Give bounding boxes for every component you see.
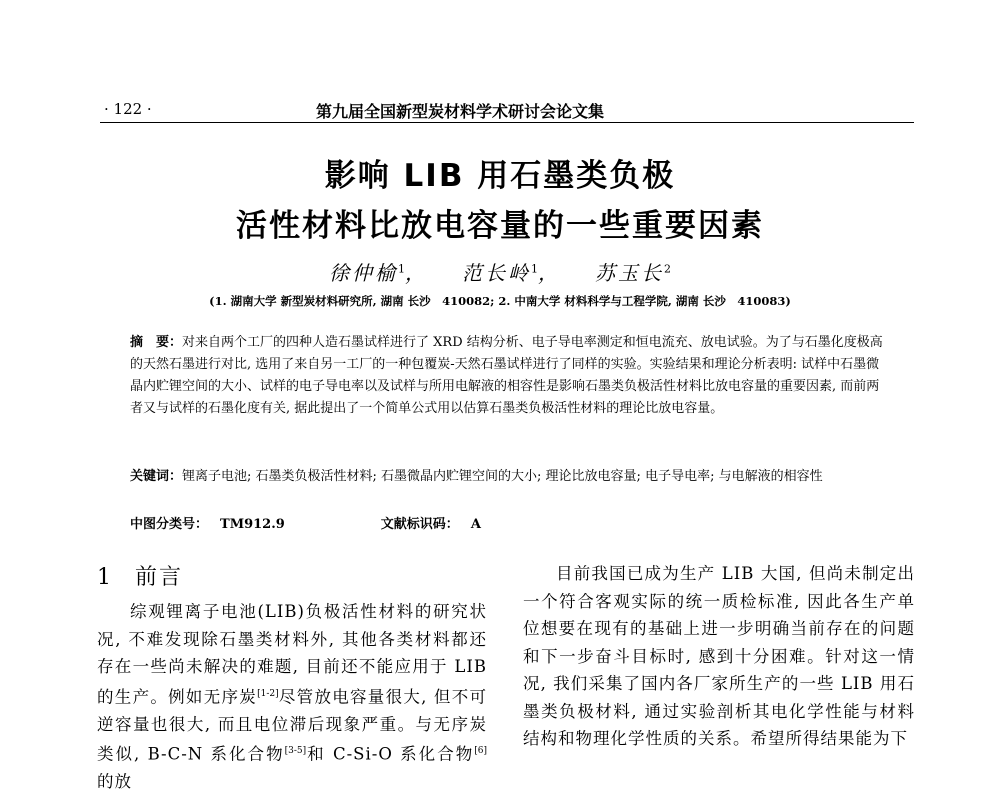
doc-code-value: A	[470, 517, 481, 532]
author-affiliation-mark: 2	[664, 262, 671, 276]
author-separator: ，	[405, 261, 428, 285]
doc-code-label: 文献标识码：	[380, 517, 459, 532]
body-text: 尽管放电容量很大, 但不可逆容量也很大, 而且电位滞后现象严重。与无序炭类似, B-C-N 系化合物	[97, 687, 488, 764]
section-heading	[97, 560, 183, 591]
paper-title-line-1: 影响 LIB 用石墨类负极	[324, 158, 676, 194]
author-name: 苏玉长	[595, 261, 664, 285]
body-text: 的放	[97, 772, 132, 791]
clc-label: 中图分类号：	[130, 517, 209, 532]
abstract-label: 摘 要：	[130, 335, 183, 350]
citation: [3-5]	[284, 746, 307, 756]
page-number: · 122 ·	[104, 100, 152, 118]
body-column-right: 目前我国已成为生产 LIB 大国, 但尚未制定出一个符合客观实际的统一质检标准, 因此各生产单位想要在现有的基础上进一步明确当前存在的问题和下一步奋斗目标时, 感到十分困难。针对这一情况, 我们采集了国内各厂家所生产的一些 LIB 用石墨类负极材料, 通过实验剖析其电化学性能与材料结构和物理化学性质的关系。希望所得结果能为下	[523, 564, 915, 748]
section-title: 前言	[135, 565, 184, 590]
clc-value: TM912.9	[220, 517, 285, 532]
affiliation: (1. 湖南大学 新型炭材料研究所, 湖南 长沙 410082; 2. 中南大学 材料科学与工程学院, 湖南 长沙 410083)	[209, 294, 791, 308]
running-title: 第九届全国新型炭材料学术研讨会论文集	[316, 102, 605, 121]
author-affiliation-mark: 1	[398, 262, 405, 276]
author-list	[0, 257, 1000, 286]
citation: [6]	[474, 746, 487, 756]
section-number: 1	[97, 565, 113, 590]
keywords	[130, 466, 890, 488]
header-rule	[100, 122, 914, 123]
abstract-text: 对来自两个工厂的四种人造石墨试样进行了 XRD 结构分析、电子导电率测定和恒电流充、放电试验。为了与石墨化度极高的天然石墨进行对比, 选用了来自另一工厂的一种包覆炭-天然石墨试样进行了同样的实验。实验结果和理论分析表明: 试样中石墨微晶内贮锂空间的大小、试样的电子导电率以及试样与所用电解液的相容性是影响石墨类负极活性材料比放电容量的重要因素, 而前两者又与试样的石墨化度有关, 据此提出了一个简单公式用以估算石墨类负极活性材料的理论比放电容量。	[130, 335, 883, 416]
author-separator: ，	[538, 261, 561, 285]
body-column-left	[97, 598, 487, 796]
author-name: 范长岭	[462, 261, 531, 285]
paper-title-line-2: 活性材料比放电容量的一些重要因素	[236, 208, 764, 244]
keywords-label: 关键词：	[130, 469, 183, 484]
keywords-text: 锂离子电池; 石墨类负极活性材料; 石墨微晶内贮锂空间的大小; 理论比放电容量; 电子导电率; 与电解液的相容性	[182, 469, 823, 484]
citation: [1-2]	[257, 688, 279, 699]
abstract	[130, 332, 890, 420]
author-name: 徐仲榆	[329, 261, 398, 285]
classification-line	[130, 513, 481, 532]
body-text: 综观锂离子电池(LIB)负极活性材料的研究状况, 不难发现除石墨类材料外, 其他各类材料都还存在一些尚未解决的难题, 目前还不能应用于 LIB 的生产。例如无序炭	[97, 602, 487, 706]
body-text: 和 C-Si-O 系化合物	[306, 744, 475, 764]
author-affiliation-mark: 1	[531, 262, 538, 276]
